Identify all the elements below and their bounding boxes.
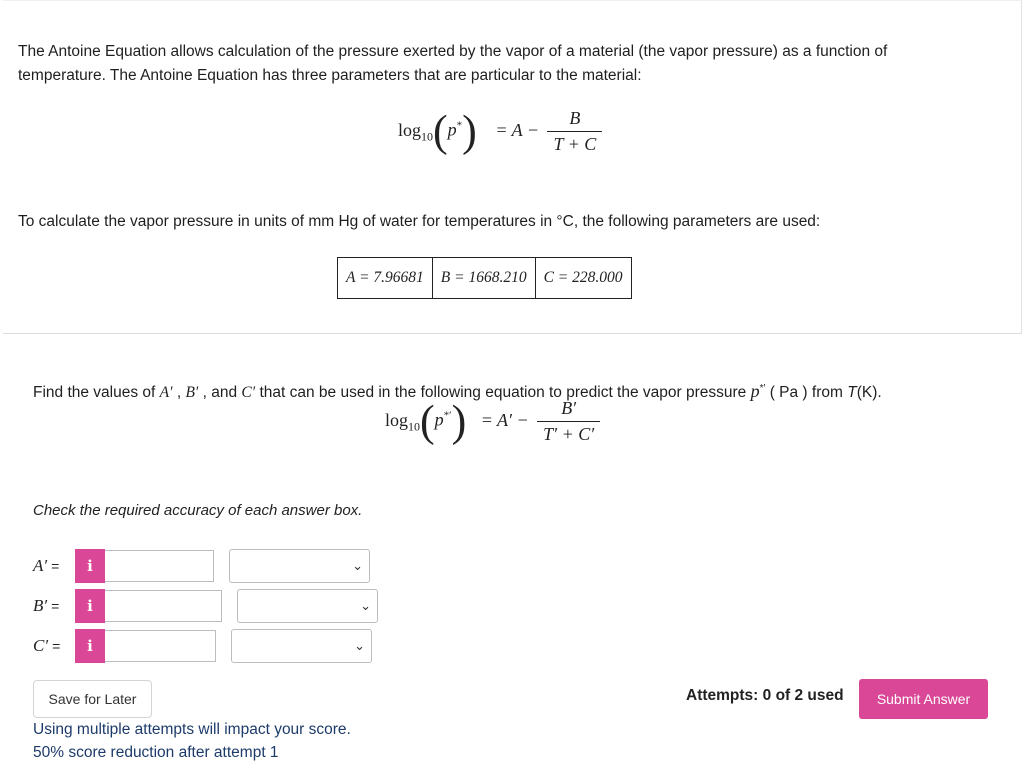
param-c: C = 228.000 xyxy=(543,269,623,286)
eq2-equals: = A′ − xyxy=(480,409,529,430)
intro-line-1: The Antoine Equation allows calculation of the pressure exerted by the vapor of a material (the vapor pressure) as a function of xyxy=(18,43,888,60)
accuracy-select-c[interactable] xyxy=(231,629,372,663)
accuracy-instruction: Check the required accuracy of each answer box. xyxy=(33,502,363,519)
eq1-p: p xyxy=(447,119,457,140)
info-icon[interactable]: i xyxy=(75,589,105,623)
attempts-counter: Attempts: 0 of 2 used xyxy=(686,687,844,704)
antoine-equation: $\log_{10}(p^*) = A$ − $\frac{B}{T + C}$ xyxy=(398,108,602,155)
chevron-down-icon: ⌄ xyxy=(360,598,371,613)
calc-text: To calculate the vapor pressure in units of mm Hg of water for temperatures in °C, the following parameters are used: xyxy=(18,213,821,230)
param-b: B = 1668.210 xyxy=(433,258,536,298)
accuracy-select-a[interactable] xyxy=(229,549,370,583)
answer-input-c[interactable] xyxy=(105,630,216,662)
answer-row-c xyxy=(33,628,216,664)
eq2-p: p xyxy=(434,409,444,430)
eq2-fraction: $\frac{B'}{T' + C'}$ xyxy=(537,398,600,445)
eq2-log: $\log_{10}$ xyxy=(385,409,421,434)
info-icon[interactable]: i xyxy=(75,629,105,663)
info-icon[interactable]: i xyxy=(75,549,105,583)
answer-input-b[interactable] xyxy=(105,590,222,622)
eq1-log: $\log_{10}$ xyxy=(398,119,434,144)
submit-answer-button[interactable]: Submit Answer xyxy=(859,679,988,719)
save-for-later-button[interactable]: Save for Later xyxy=(33,680,152,718)
find-text: Find the values of A′ , B′ , and C′ that can be used in the following equation to predict the vapor pressure p*′ ( Pa ) from T(K). xyxy=(33,381,882,402)
answer-label-c: C′ = xyxy=(33,636,61,655)
answer-input-a[interactable] xyxy=(105,550,214,582)
eq1-equals: = A − xyxy=(495,119,539,140)
answer-row-b xyxy=(33,588,222,624)
answer-row-a xyxy=(33,548,214,584)
accuracy-select-b[interactable] xyxy=(237,589,378,623)
param-a: A = 7.96681 xyxy=(338,258,433,298)
attempts-note: Using multiple attempts will impact your score. xyxy=(33,721,351,738)
intro-line-2: temperature. The Antoine Equation has three parameters that are particular to the material: xyxy=(18,67,642,84)
eq1-fraction: $\frac{B}{T + C}$ xyxy=(547,108,602,155)
intro-text xyxy=(18,40,998,88)
chevron-down-icon: ⌄ xyxy=(354,638,365,653)
answer-label-b: B′ = xyxy=(33,596,60,615)
score-reduction-note: 50% score reduction after attempt 1 xyxy=(33,744,279,761)
parameters-table xyxy=(337,257,632,299)
answer-label-a: A′ = xyxy=(33,556,60,575)
chevron-down-icon: ⌄ xyxy=(352,558,363,573)
modified-antoine-equation: $\log_{10}(p^{*'}) = A'$ − $\frac{B'}{T' + C'}$ xyxy=(385,398,600,445)
